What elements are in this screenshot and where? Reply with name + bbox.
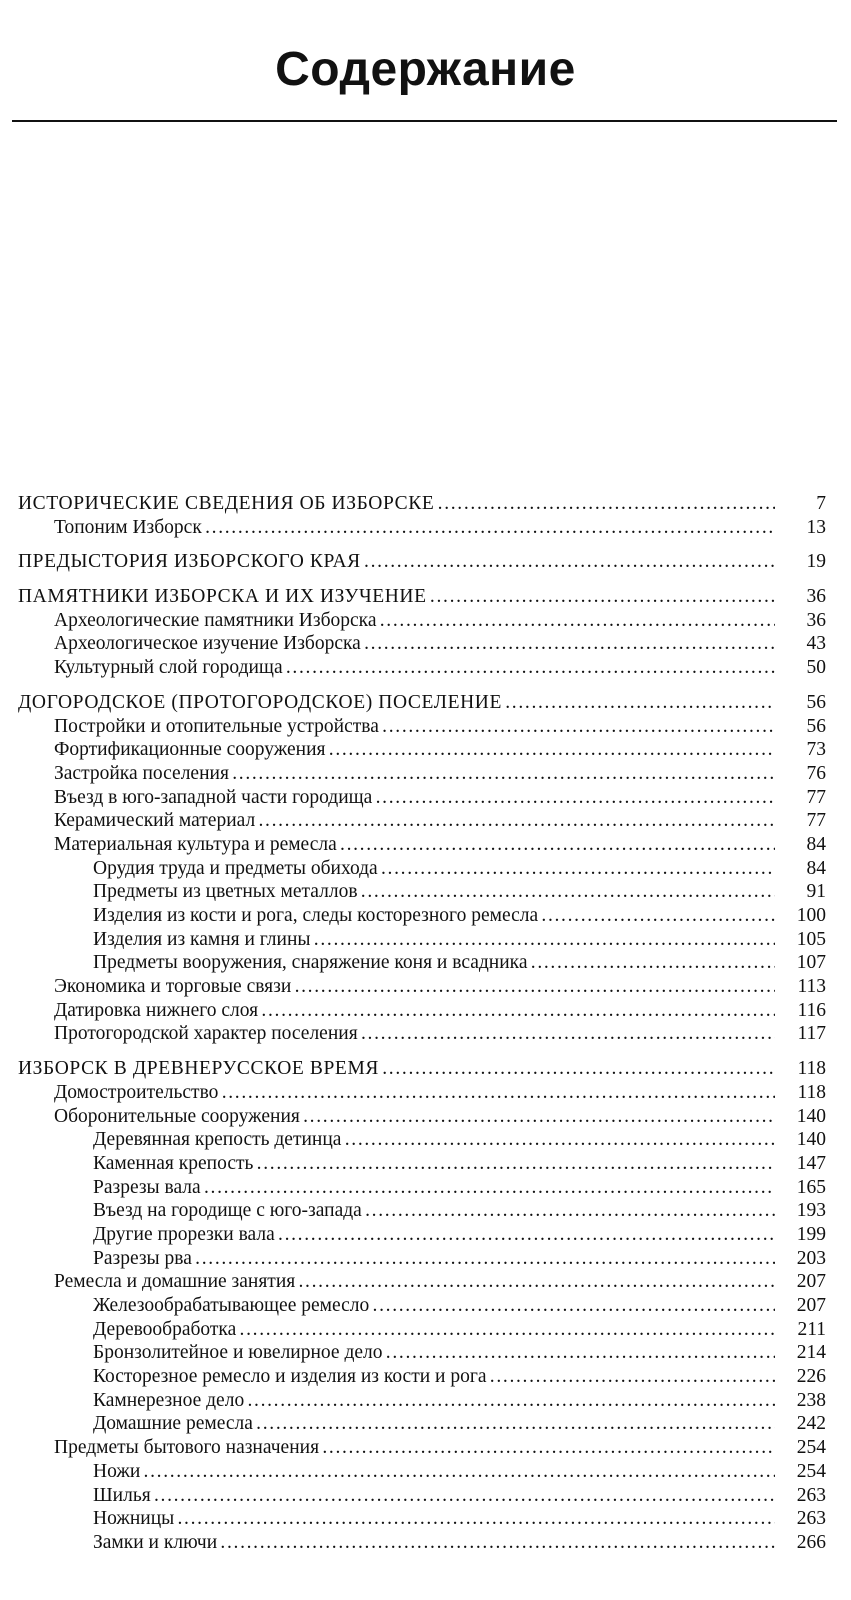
toc-section (0, 516, 851, 540)
toc-page-number: 118 (797, 1058, 826, 1080)
title-rule (12, 120, 837, 122)
toc-subsection (0, 1318, 851, 1342)
toc-entry-title: Оборонительные сооружения . . . (0, 1105, 775, 1129)
toc-entry-title: ДОГОРОДСКОЕ (ПРОТОГОРОДСКОЕ) ПОСЕЛЕНИЕ . . . (0, 691, 775, 715)
toc-entry-title: ИЗБОРСК В ДРЕВНЕРУССКОЕ ВРЕМЯ . . . (0, 1057, 775, 1081)
toc-entry-title: Культурный слой городища . . . (0, 656, 775, 680)
table-of-contents (0, 492, 851, 1555)
toc-page-number: 36 (806, 586, 826, 608)
toc-page-number: 43 (806, 633, 826, 655)
toc-entry-title: Топоним Изборск . . . (0, 516, 775, 540)
toc-entry-title: Изделия из камня и глины . . . (0, 928, 775, 952)
toc-page-number: 140 (796, 1105, 826, 1127)
toc-page-number: 113 (797, 976, 826, 998)
toc-entry-title: Предметы бытового назначения . . . (0, 1436, 775, 1460)
toc-page-number: 165 (796, 1176, 826, 1198)
toc-subsection (0, 1341, 851, 1365)
toc-section (0, 715, 851, 739)
toc-entry-title: Застройка поселения . . . (0, 762, 775, 786)
toc-section (0, 999, 851, 1023)
toc-page-number: 242 (796, 1413, 826, 1435)
toc-subsection (0, 1223, 851, 1247)
toc-page-number: 207 (796, 1295, 826, 1316)
toc-subsection (0, 1176, 851, 1200)
toc-subsection (0, 1389, 851, 1413)
toc-page-number: 238 (796, 1389, 826, 1411)
toc-entry-title: ПАМЯТНИКИ ИЗБОРСКА И ИХ ИЗУЧЕНИЕ . . . (0, 585, 775, 609)
toc-page-number: 203 (796, 1247, 826, 1269)
toc-page-number: 140 (796, 1129, 826, 1151)
toc-entry-title: Домашние ремесла . . . (0, 1412, 775, 1436)
toc-page-number: 50 (806, 657, 826, 679)
toc-entry-title: ПРЕДЫСТОРИЯ ИЗБОРСКОГО КРАЯ . . . (0, 550, 775, 574)
toc-subsection (0, 951, 851, 975)
toc-subsection (0, 1294, 851, 1318)
toc-entry-title: Деревообработка . . . (0, 1318, 775, 1342)
toc-section (0, 762, 851, 786)
toc-page-number: 263 (796, 1484, 826, 1506)
page-title: Содержание (275, 43, 576, 96)
toc-page-number: 77 (806, 810, 826, 832)
toc-entry-title: Археологические памятники Изборска . . . (0, 609, 775, 633)
toc-page-number: 105 (796, 928, 826, 950)
toc-entry-title: ИСТОРИЧЕСКИЕ СВЕДЕНИЯ ОБ ИЗБОРСКЕ . . . (0, 492, 775, 516)
toc-page-number: 76 (806, 762, 826, 784)
toc-entry-title: Въезд в юго-западной части городища . . . (0, 786, 775, 810)
toc-entry-title: Материальная культура и ремесла . . . (0, 833, 775, 857)
toc-page-number: 117 (797, 1023, 826, 1045)
toc-page-number: 84 (806, 833, 826, 855)
toc-page-number: 118 (797, 1081, 826, 1103)
toc-subsection (0, 1199, 851, 1223)
toc-page-number: 36 (806, 609, 826, 631)
toc-chapter (0, 691, 851, 715)
toc-subsection (0, 928, 851, 952)
toc-chapter (0, 492, 851, 516)
toc-page-number: 77 (806, 786, 826, 808)
toc-entry-title: Ножницы . . . (0, 1507, 775, 1531)
toc-page-number: 211 (797, 1318, 826, 1340)
toc-entry-title: Бронзолитейное и ювелирное дело . . . (0, 1341, 775, 1365)
toc-section (0, 809, 851, 833)
toc-page-number: 226 (796, 1366, 826, 1388)
toc-page-number: 214 (796, 1342, 826, 1364)
toc-section (0, 1270, 851, 1294)
toc-page-number: 13 (806, 516, 826, 538)
toc-entry-title: Керамический материал . . . (0, 809, 775, 833)
toc-entry-title: Орудия труда и предметы обихода . . . (0, 857, 775, 881)
toc-subsection (0, 1412, 851, 1436)
toc-page-number: 56 (806, 715, 826, 737)
toc-entry-title: Протогородской характер поселения . . . (0, 1022, 775, 1046)
toc-entry-title: Археологическое изучение Изборска . . . (0, 632, 775, 656)
toc-page-number: 147 (796, 1152, 826, 1174)
toc-subsection (0, 1531, 851, 1555)
toc-section (0, 1436, 851, 1460)
toc-page-number: 100 (796, 905, 826, 926)
toc-entry-title: Изделия из кости и рога, следы косторезного ремесла . . . (0, 904, 775, 928)
toc-subsection (0, 1247, 851, 1271)
toc-entry-title: Шилья . . . (0, 1484, 775, 1508)
toc-entry-title: Предметы из цветных металлов . . . (0, 880, 775, 904)
toc-entry-title: Разрезы рва . . . (0, 1247, 775, 1271)
toc-entry-title: Фортификационные сооружения . . . (0, 738, 775, 762)
toc-entry-title: Постройки и отопительные устройства . . . (0, 715, 775, 739)
toc-entry-title: Домостроительство . . . (0, 1081, 775, 1105)
toc-subsection (0, 1507, 851, 1531)
toc-entry-title: Датировка нижнего слоя . . . (0, 999, 775, 1023)
toc-section (0, 1081, 851, 1105)
toc-subsection (0, 1365, 851, 1389)
toc-page-number: 19 (806, 551, 826, 573)
toc-page-number: 207 (796, 1271, 826, 1293)
toc-entry-title: Ножи . . . (0, 1460, 775, 1484)
toc-page-number: 107 (796, 952, 826, 974)
toc-page-number: 266 (796, 1531, 826, 1553)
toc-page-number: 84 (806, 857, 826, 879)
toc-subsection (0, 1128, 851, 1152)
toc-page-number: 254 (796, 1437, 826, 1459)
toc-page-number: 199 (796, 1223, 826, 1245)
toc-entry-title: Экономика и торговые связи . . . (0, 975, 775, 999)
toc-entry-title: Замки и ключи . . . (0, 1531, 775, 1555)
toc-entry-title: Железообрабатывающее ремесло . . . (0, 1294, 775, 1318)
toc-chapter (0, 1057, 851, 1081)
toc-entry-title: Каменная крепость . . . (0, 1152, 775, 1176)
toc-section (0, 1105, 851, 1129)
toc-page-number: 56 (806, 691, 826, 713)
toc-chapter (0, 550, 851, 574)
toc-section (0, 609, 851, 633)
toc-section (0, 632, 851, 656)
toc-subsection (0, 1484, 851, 1508)
toc-section (0, 656, 851, 680)
toc-section (0, 975, 851, 999)
toc-entry-title: Камнерезное дело . . . (0, 1389, 775, 1413)
toc-section (0, 833, 851, 857)
toc-entry-title: Деревянная крепость детинца . . . (0, 1128, 775, 1152)
toc-section (0, 786, 851, 810)
toc-page-number: 73 (806, 739, 826, 761)
toc-page-number: 263 (796, 1508, 826, 1530)
toc-subsection (0, 880, 851, 904)
toc-page-number: 7 (816, 493, 826, 514)
toc-entry-title: Разрезы вала . . . (0, 1176, 775, 1200)
toc-page-number: 193 (796, 1200, 826, 1222)
toc-entry-title: Въезд на городище с юго-запада . . . (0, 1199, 775, 1223)
toc-page-number: 91 (806, 881, 826, 903)
toc-page-number: 116 (797, 999, 826, 1021)
toc-subsection (0, 857, 851, 881)
toc-chapter (0, 585, 851, 609)
toc-subsection (0, 1152, 851, 1176)
toc-section (0, 738, 851, 762)
toc-section (0, 1022, 851, 1046)
toc-page-number: 254 (796, 1460, 826, 1482)
toc-entry-title: Предметы вооружения, снаряжение коня и всадника . . . (0, 951, 775, 975)
toc-entry-title: Косторезное ремесло и изделия из кости и рога . . . (0, 1365, 775, 1389)
toc-subsection (0, 1460, 851, 1484)
toc-entry-title: Ремесла и домашние занятия . . . (0, 1270, 775, 1294)
toc-subsection (0, 904, 851, 928)
toc-entry-title: Другие прорезки вала . . . (0, 1223, 775, 1247)
